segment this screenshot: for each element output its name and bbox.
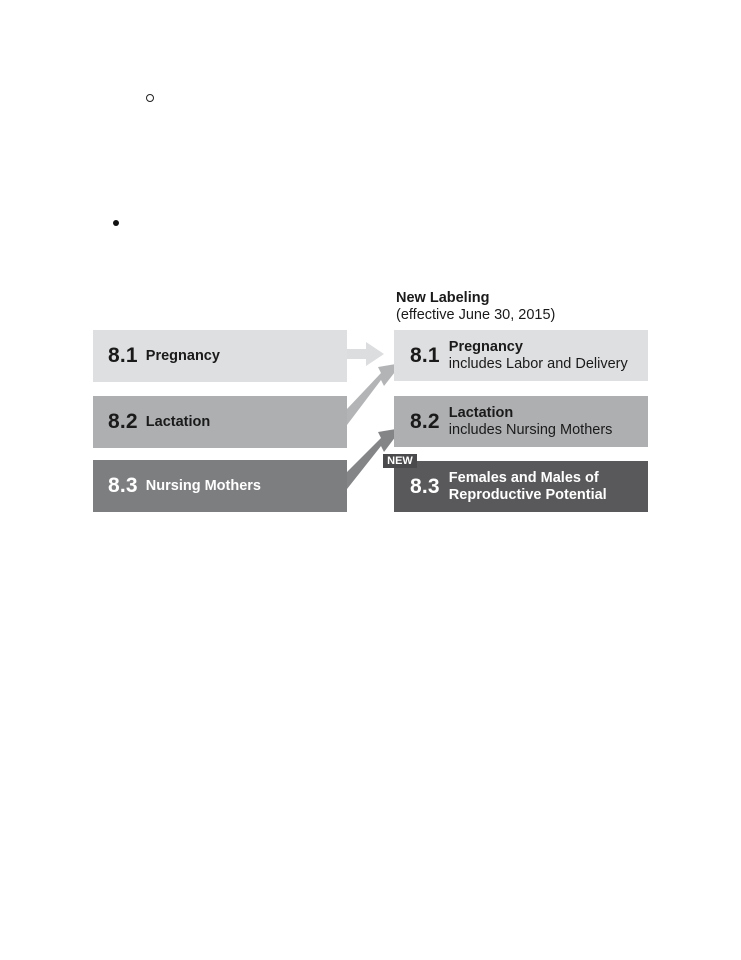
section-title-line-1: Females and Males of	[448, 470, 599, 486]
section-number: 8.2	[410, 409, 440, 433]
section-label: Nursing Mothers	[145, 478, 261, 494]
section-detail: includes Labor and Delivery	[448, 355, 628, 372]
new-section-8-1-pregnancy	[394, 330, 648, 381]
section-number: 8.3	[108, 474, 138, 497]
new-section-8-2-lactation	[394, 396, 648, 447]
section-title: Pregnancy	[448, 339, 523, 355]
section-number: 8.1	[108, 344, 138, 367]
section-title: Lactation	[448, 405, 514, 421]
section-detail: includes Nursing Mothers	[448, 421, 613, 438]
section-label: Pregnancy	[145, 348, 220, 364]
section-title-line-2: Reproductive Potential	[448, 486, 607, 503]
heading-subtitle: (effective June 30, 2015)	[396, 307, 556, 323]
new-badge: NEW	[383, 454, 417, 468]
section-label: Lactation	[145, 414, 211, 430]
old-section-8-2-lactation	[93, 396, 347, 448]
section-number: 8.1	[410, 343, 440, 367]
old-section-8-1-pregnancy	[93, 330, 347, 382]
heading-title: New Labeling	[396, 290, 490, 306]
section-number: 8.2	[108, 410, 138, 433]
old-section-8-3-nursing-mothers	[93, 460, 347, 512]
new-section-8-3-reproductive-potential	[394, 461, 648, 512]
arrow-pregnancy-to-pregnancy	[347, 342, 384, 366]
section-number: 8.3	[410, 474, 440, 498]
